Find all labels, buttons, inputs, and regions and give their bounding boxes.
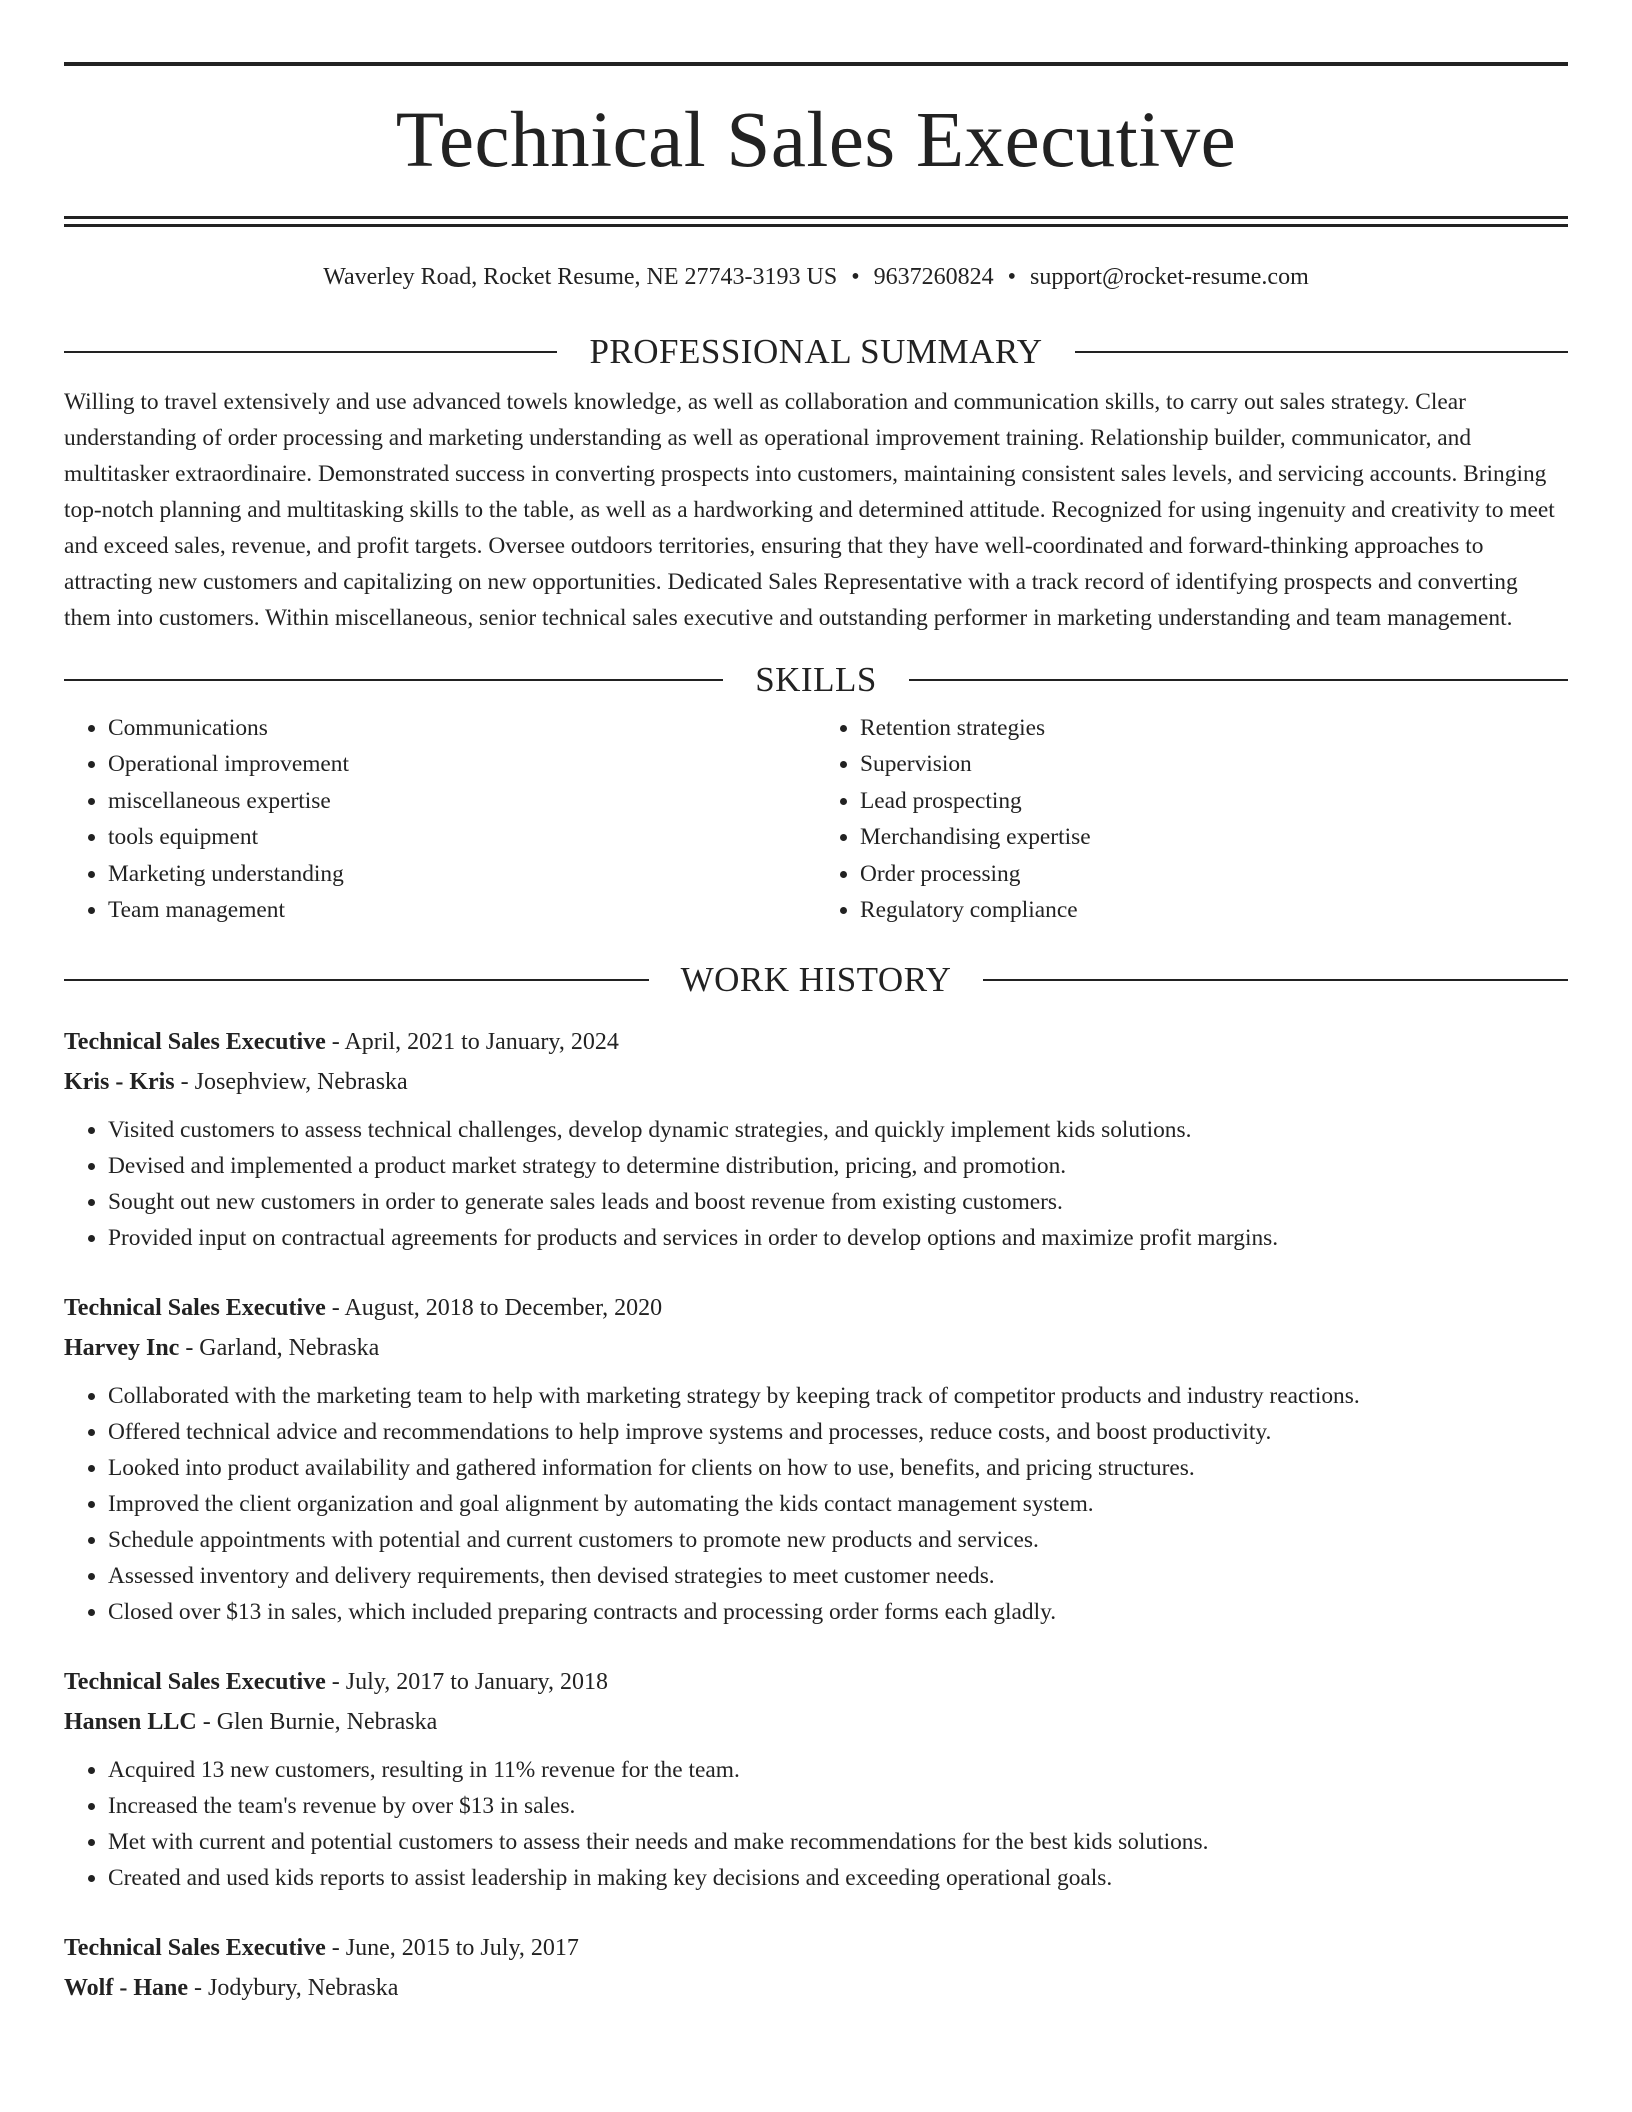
- job-company: Harvey Inc: [64, 1335, 180, 1362]
- skill-item: • miscellaneous expertise: [108, 783, 816, 819]
- job-bullets: [64, 1112, 1568, 1256]
- skill-item: • Order processing: [860, 856, 1568, 892]
- skill-item: • Merchandising expertise: [860, 819, 1568, 855]
- job-title: Technical Sales Executive: [64, 1669, 326, 1696]
- job-bullet: • Sought out new customers in order to generate sales leads and boost revenue from existing customers.: [108, 1184, 1568, 1220]
- skills-heading-label: SKILLS: [755, 660, 877, 699]
- work-section-heading: [64, 960, 1568, 1000]
- skill-item: • Supervision: [860, 746, 1568, 782]
- heading-rule-left: [64, 351, 557, 353]
- skills-section-heading: [64, 660, 1568, 700]
- top-rule: [64, 62, 1568, 66]
- heading-rule-right: [1075, 351, 1568, 353]
- job-company: Wolf - Hane: [64, 1975, 188, 2002]
- summary-heading-label: PROFESSIONAL SUMMARY: [589, 332, 1043, 371]
- job-entry: [64, 1288, 1568, 1630]
- job-entry: [64, 1022, 1568, 1256]
- job-title: Technical Sales Executive: [64, 1029, 326, 1056]
- job-bullet: • Visited customers to assess technical challenges, develop dynamic strategies, and quickly implement kids solutions.: [108, 1112, 1568, 1148]
- job-company-line: [64, 1328, 1568, 1368]
- skill-item: • Communications: [108, 710, 816, 746]
- contact-separator: •: [851, 264, 860, 290]
- job-bullet: • Improved the client organization and goal alignment by automating the kids contact management system.: [108, 1486, 1568, 1522]
- job-dates: - August, 2018 to December, 2020: [325, 1295, 663, 1322]
- summary-text: Willing to travel extensively and use advanced towels knowledge, as well as collaboration and communication skills, to carry out sales strategy. Clear understanding of order processing and marketing understanding as well as operational improvement training. Relationship builder, communicator, and multitasker extraordinaire. Demonstrated success in converting prospects into customers, maintaining consistent sales levels, and servicing accounts. Bringing top-notch planning and multitasking skills to the table, as well as a hardworking and determined attitude. Recognized for using ingenuity and creativity to meet and exceed sales, revenue, and profit targets. Oversee outdoors territories, ensuring that they have well-coordinated and forward-thinking approaches to attracting new customers and capitalizing on new opportunities. Dedicated Sales Representative with a track record of identifying prospects and converting them into customers. Within miscellaneous, senior technical sales executive and outstanding performer in marketing understanding and team management.: [64, 389, 1555, 631]
- job-bullet: • Offered technical advice and recommendations to help improve systems and processes, reduce costs, and boost productivity.: [108, 1414, 1568, 1450]
- job-bullet: • Closed over $13 in sales, which included preparing contracts and processing order forms each gladly.: [108, 1594, 1568, 1630]
- job-bullet: • Looked into product availability and gathered information for clients on how to use, benefits, and pricing structures.: [108, 1450, 1568, 1486]
- job-bullet: • Met with current and potential customers to assess their needs and make recommendations for the best kids solutions.: [108, 1824, 1568, 1860]
- job-bullet: • Devised and implemented a product market strategy to determine distribution, pricing, and promotion.: [108, 1148, 1568, 1184]
- title-double-rule: [64, 216, 1568, 227]
- skill-item: • Operational improvement: [108, 746, 816, 782]
- heading-rule-right: [909, 679, 1568, 681]
- job-bullets: [64, 1752, 1568, 1896]
- skill-item: • tools equipment: [108, 819, 816, 855]
- skill-item: • Team management: [108, 892, 816, 928]
- job-title-line: [64, 1928, 1568, 1968]
- contact-separator: •: [1007, 264, 1017, 290]
- skill-item: • Regulatory compliance: [860, 892, 1568, 928]
- heading-rule-left: [64, 979, 649, 981]
- job-title: Technical Sales Executive: [64, 1935, 326, 1962]
- job-company-line: [64, 1702, 1568, 1742]
- skills-column-right: [816, 710, 1568, 928]
- job-dates: - July, 2017 to January, 2018: [325, 1669, 608, 1696]
- job-title: Technical Sales Executive: [64, 1295, 326, 1322]
- work-heading-label: WORK HISTORY: [680, 960, 952, 1000]
- resume-page: [64, 0, 1568, 2008]
- skill-item: • Marketing understanding: [108, 856, 816, 892]
- skill-item: • Retention strategies: [860, 710, 1568, 746]
- job-dates: - June, 2015 to July, 2017: [325, 1935, 579, 1962]
- contact-address: Waverley Road, Rocket Resume, NE 27743-3193 US: [323, 264, 838, 290]
- job-bullet: • Assessed inventory and delivery requirements, then devised strategies to meet customer needs.: [108, 1558, 1568, 1594]
- job-company-line: [64, 1968, 1568, 2008]
- job-company: Kris - Kris: [64, 1069, 175, 1096]
- job-bullet: • Created and used kids reports to assist leadership in making key decisions and exceeding operational goals.: [108, 1860, 1568, 1896]
- job-location: - Jodybury, Nebraska: [188, 1975, 399, 2002]
- job-entry: [64, 1662, 1568, 1896]
- job-dates: - April, 2021 to January, 2024: [325, 1029, 619, 1056]
- job-company-line: [64, 1062, 1568, 1102]
- job-company: Hansen LLC: [64, 1709, 197, 1736]
- job-title-line: [64, 1288, 1568, 1328]
- job-bullet: • Acquired 13 new customers, resulting in 11% revenue for the team.: [108, 1752, 1568, 1788]
- job-title-line: [64, 1022, 1568, 1062]
- heading-rule-right: [983, 979, 1568, 981]
- contact-line: [64, 260, 1568, 294]
- skill-item: • Lead prospecting: [860, 783, 1568, 819]
- contact-phone[interactable]: 9637260824: [873, 264, 994, 290]
- job-bullet: • Schedule appointments with potential and current customers to promote new products and services.: [108, 1522, 1568, 1558]
- summary-section-heading: [64, 332, 1568, 372]
- job-location: - Garland, Nebraska: [179, 1335, 380, 1362]
- job-bullets: [64, 1378, 1568, 1630]
- job-title-line: [64, 1662, 1568, 1702]
- job-bullet: • Provided input on contractual agreements for products and services in order to develop options and maximize profit margins.: [108, 1220, 1568, 1256]
- job-bullet: • Collaborated with the marketing team to help with marketing strategy by keeping track of competitor products and industry reactions.: [108, 1378, 1568, 1414]
- job-entry: [64, 1928, 1568, 2008]
- job-location: - Glen Burnie, Nebraska: [196, 1709, 438, 1736]
- job-bullet: • Increased the team's revenue by over $13 in sales.: [108, 1788, 1568, 1824]
- contact-email[interactable]: support@rocket-resume.com: [1030, 264, 1309, 290]
- job-location: - Josephview, Nebraska: [174, 1069, 408, 1096]
- resume-title: Technical Sales Executive: [395, 97, 1237, 184]
- heading-rule-left: [64, 679, 723, 681]
- skills-list: [64, 710, 1568, 928]
- skills-column-left: [64, 710, 816, 928]
